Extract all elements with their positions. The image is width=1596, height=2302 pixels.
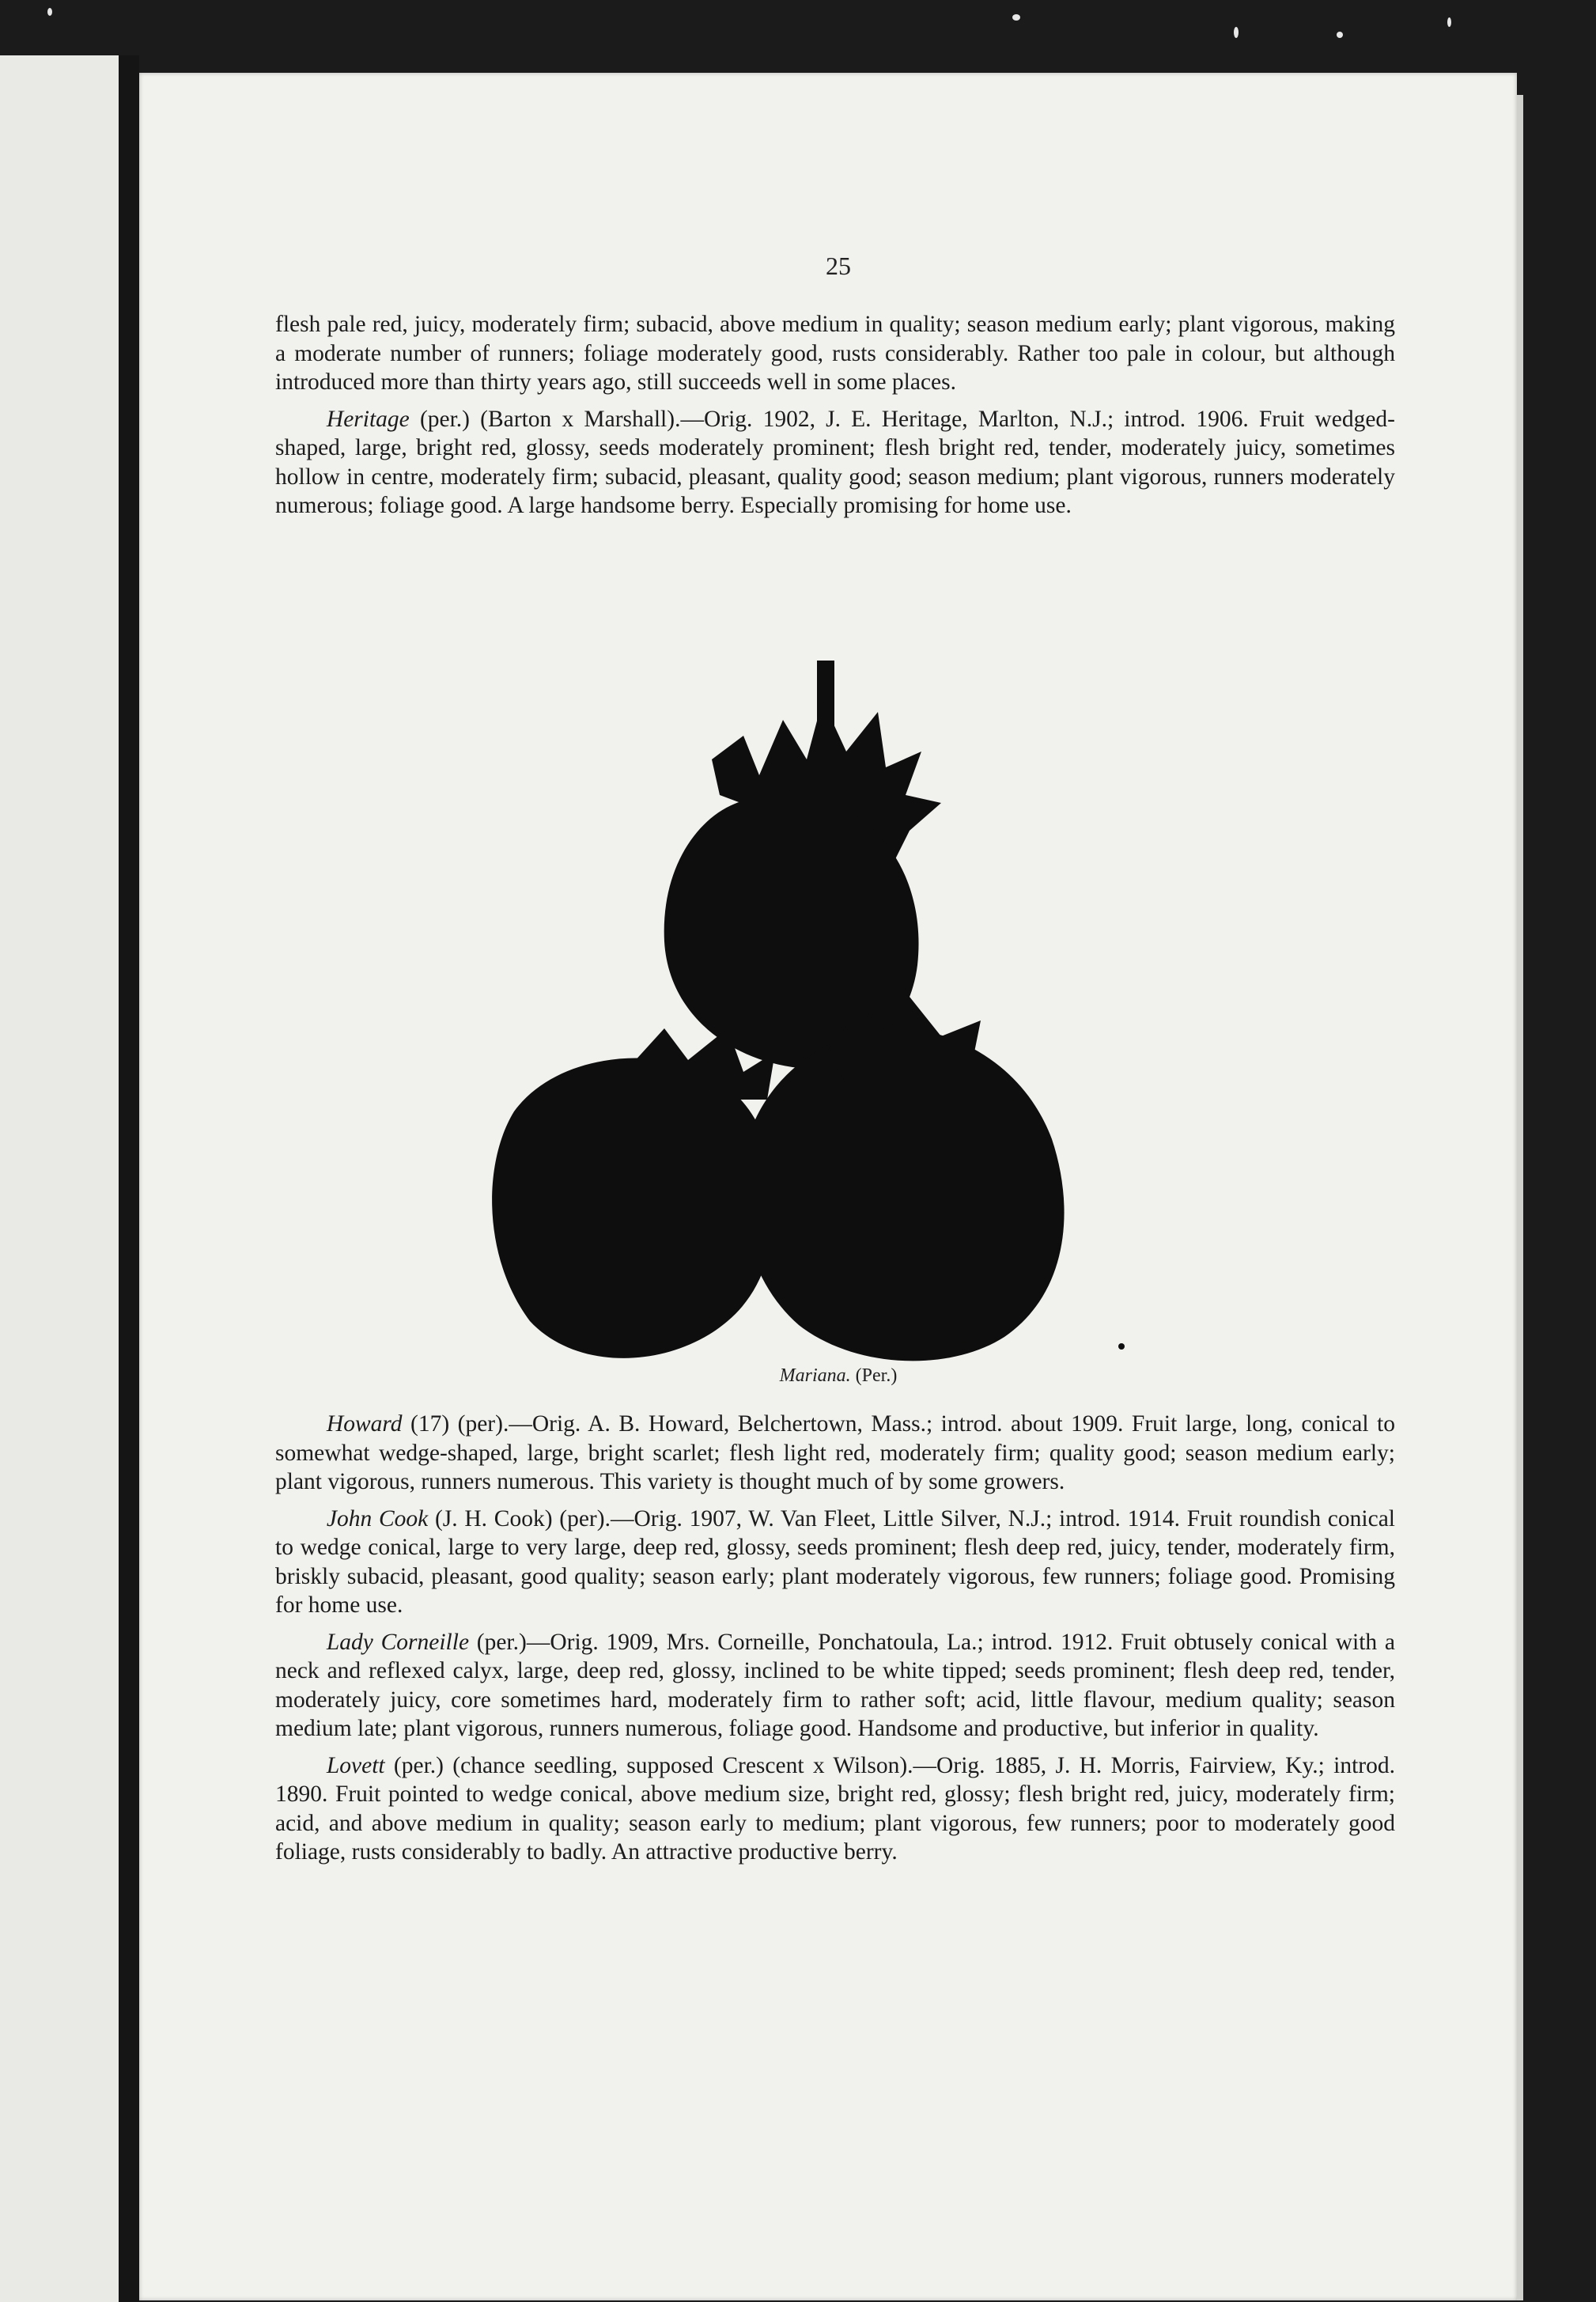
variety-name-howard: Howard — [326, 1411, 403, 1437]
variety-description-lady-corneille: (per.)—Orig. 1909, Mrs. Corneille, Ponchatoula, La.; introd. 1912. Fruit obtusely conical with a neck and reflexed calyx, large, deep red, glossy, inclined to be white tipped; seeds prominent; flesh deep red, tender, moderately juicy, core sometimes hard, moderately firm to rather soft; acid, little flavour, medium quality; season medium late; plant vigorous, runners numerous, foliage good. Handsome and productive, but inferior in quality. — [275, 1629, 1395, 1741]
paragraph-lady-corneille — [275, 1628, 1395, 1744]
figure-caption — [712, 1365, 965, 1387]
variety-description-howard: (17) (per).—Orig. A. B. Howard, Belchertown, Mass.; introd. about 1909. Fruit large, long, conical to somewhat wedge-shaped, large, bright scarlet; flesh light red, moderately firm; quality good; season medium early; plant vigorous, runners numerous. This variety is thought much of by some growers. — [275, 1411, 1395, 1494]
variety-description-lovett: (per.) (chance seedling, supposed Crescent x Wilson).—Orig. 1885, J. H. Morris, Fairview, Ky.; introd. 1890. Fruit pointed to wedge conical, above medium size, bright red, glossy; flesh bright red, juicy, moderately firm; acid, and above medium in quality; season early to medium; plant vigorous, few runners; poor to moderately good foliage, rusts considerably to badly. An attractive productive berry. — [275, 1752, 1395, 1865]
caption-variety: Mariana. — [779, 1365, 851, 1386]
right-berry — [741, 1028, 1065, 1361]
paragraph-john-cook — [275, 1505, 1395, 1620]
bottom-text-block — [275, 1410, 1395, 1867]
strawberry-silhouette-figure — [467, 657, 1178, 1384]
paragraph-flesh-pale-red — [275, 310, 1395, 397]
variety-description-john-cook: (J. H. Cook) (per).—Orig. 1907, W. Van Fleet, Little Silver, N.J.; introd. 1914. Fruit roundish conical to wedge conical, large to very large, deep red, glossy, seeds prominent; flesh deep red, juicy, tender, moderately firm, briskly subacid, pleasant, good quality; season early; plant moderately vigorous, few runners; foliage good. Promising for home use. — [275, 1505, 1395, 1618]
top-text-block — [275, 310, 1395, 521]
book-gutter — [119, 55, 139, 2302]
page-edge-shadow — [1517, 95, 1523, 2300]
variety-name-lovett: Lovett — [326, 1752, 385, 1778]
paragraph-lovett — [275, 1751, 1395, 1867]
left-page-edge — [0, 55, 119, 2302]
variety-description-heritage: (per.) (Barton x Marshall).—Orig. 1902, J. E. Heritage, Marlton, N.J.; introd. 1906. Fruit wedged-shaped, large, bright red, glossy, seeds moderately prominent; flesh bright red, tender, moderately juicy, sometimes hollow in centre, moderately firm; subacid, pleasant, quality good; season medium; plant vigorous, runners moderately numerous; foliage good. A large handsome berry. Especially promising for home use. — [275, 406, 1395, 518]
paragraph-howard — [275, 1410, 1395, 1497]
variety-name-lady-corneille: Lady Corneille — [326, 1629, 470, 1655]
left-berry — [492, 1058, 774, 1358]
stray-dot — [1118, 1343, 1125, 1350]
variety-name-heritage: Heritage — [326, 406, 410, 432]
variety-name-john-cook: John Cook — [326, 1505, 429, 1532]
caption-type: (Per.) — [850, 1365, 898, 1386]
paragraph-heritage — [275, 405, 1395, 521]
variety-description: flesh pale red, juicy, moderately firm; subacid, above medium in quality; season medium early; plant vigorous, making a moderate number of runners; foliage moderately good, rusts considerably. Rather too pale in colour, but although introduced more than thirty years ago, still succeeds well in some places. — [275, 312, 1395, 395]
page-number: 25 — [826, 252, 851, 280]
